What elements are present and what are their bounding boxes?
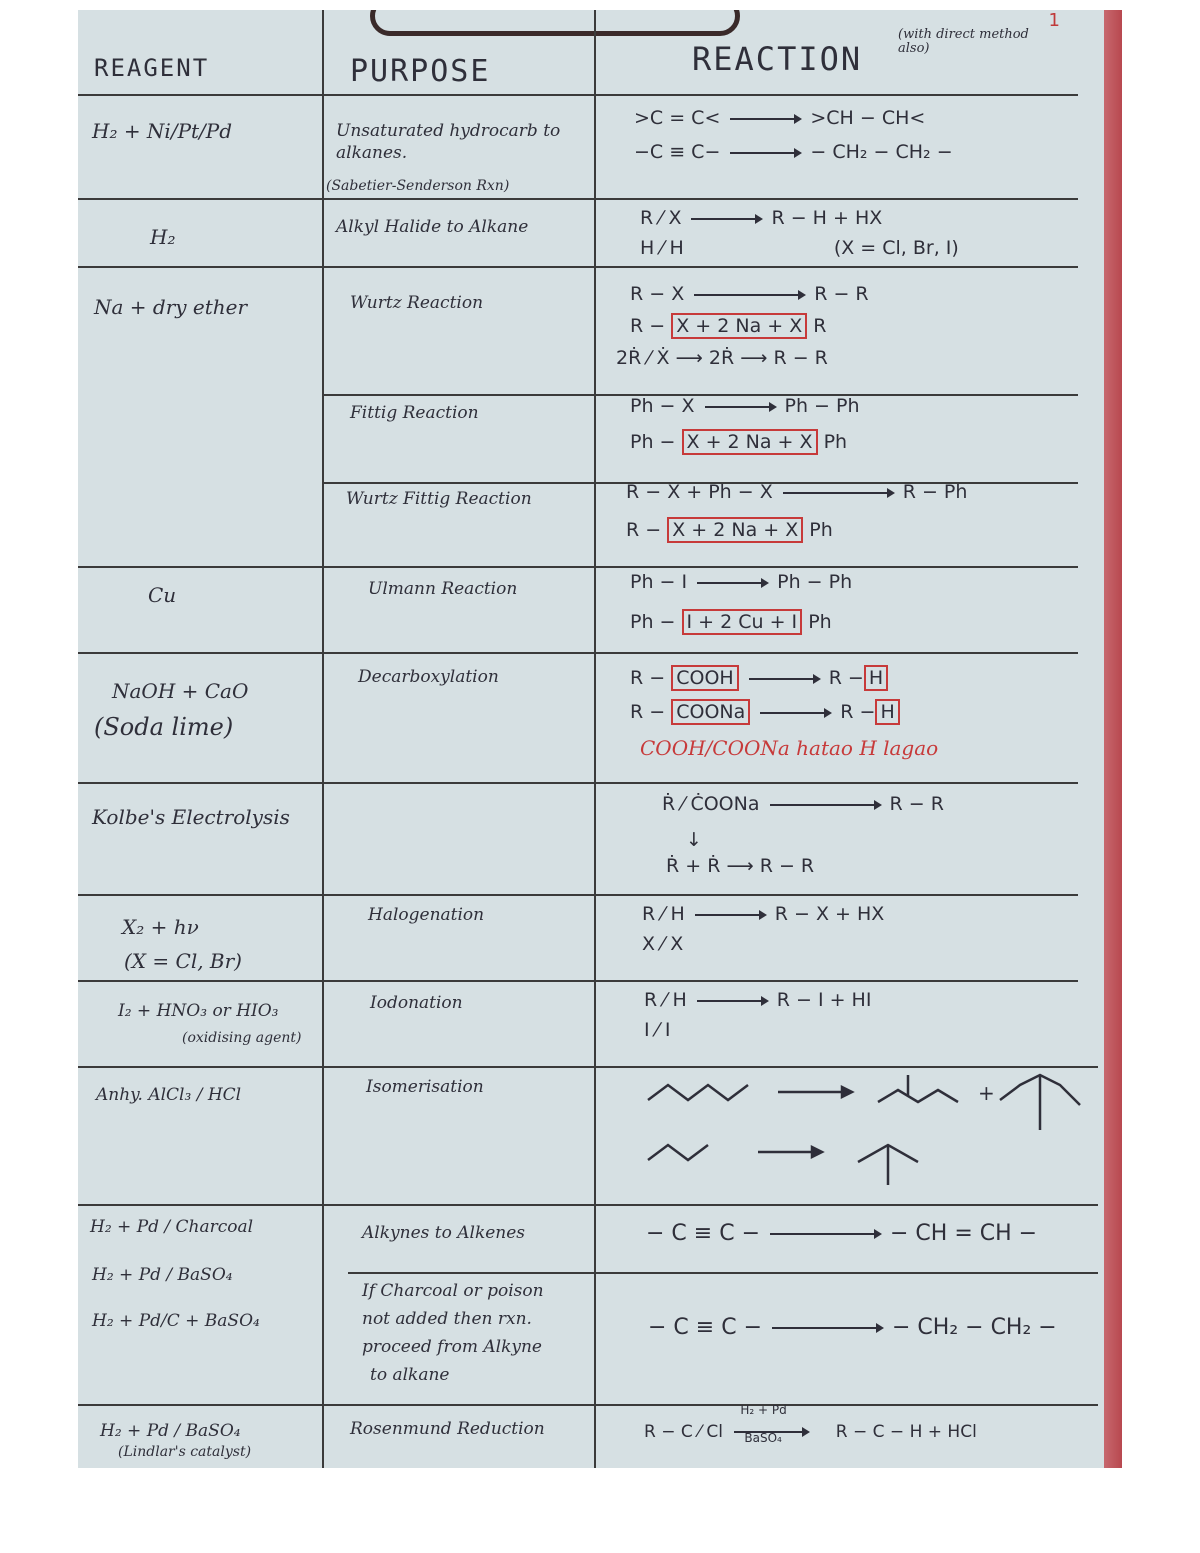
reaction-line <box>634 106 925 130</box>
row-divider <box>78 980 1078 982</box>
arrow-icon <box>749 678 819 680</box>
arrow-icon <box>695 914 765 916</box>
page-edge <box>1104 10 1122 1468</box>
purpose-line: not added then rxn. <box>362 1309 532 1329</box>
row-divider <box>78 94 1078 96</box>
product: − CH₂ − CH₂ − <box>810 141 953 163</box>
reactant: R − X <box>630 283 685 305</box>
reactant: R − C ⁄ Cl <box>644 1422 723 1442</box>
reactant: −C ≡ C− <box>634 141 721 163</box>
reagent-cell: Cu <box>148 583 177 607</box>
header-reaction: REACTION <box>692 40 863 78</box>
cancel-box: I + 2 Cu + I <box>682 609 803 635</box>
arrow-icon <box>730 152 800 154</box>
purpose-line: to alkane <box>370 1365 450 1385</box>
mnemonic-note: COOH/COONa hatao H lagao <box>640 736 939 760</box>
reactant: R ⁄ H <box>644 989 687 1011</box>
product: R − R <box>889 793 944 815</box>
reagent-cell: (oxidising agent) <box>182 1030 302 1046</box>
product: R − R <box>814 283 869 305</box>
cancel-box: X + 2 Na + X <box>671 313 807 339</box>
reaction-line <box>626 480 967 504</box>
header-purpose: PURPOSE <box>350 54 491 89</box>
cancel-box: H <box>864 665 888 691</box>
purpose-cell: Halogenation <box>368 905 485 925</box>
reaction-line: Ṙ + Ṙ ⟶ R − R <box>666 855 815 877</box>
purpose-cell: Alkyl Halide to Alkane <box>336 217 529 237</box>
row-divider <box>78 782 1078 784</box>
reaction-line <box>644 1403 977 1445</box>
reaction-line <box>646 1222 1037 1246</box>
reactant: H ⁄ H <box>640 237 684 259</box>
purpose-note: (Sabetier-Senderson Rxn) <box>326 178 510 194</box>
page-number: 1 <box>1048 10 1060 31</box>
purpose-cell: Ulmann Reaction <box>368 579 518 599</box>
column-divider <box>594 10 596 1468</box>
reaction-line <box>644 988 871 1012</box>
reagent-cell: X₂ + hν <box>122 915 199 939</box>
reaction-line: R − COONa R − H <box>630 700 900 724</box>
arrow-icon <box>697 1000 767 1002</box>
row-divider <box>78 1404 1098 1406</box>
down-arrow-icon: ↓ <box>686 829 702 851</box>
row-divider <box>348 1272 1098 1274</box>
reaction-line: Ph − X + 2 Na + X Ph <box>630 431 848 453</box>
product: − CH₂ − CH₂ − <box>892 1315 1057 1340</box>
reactant: − C ≡ C − <box>646 1221 760 1246</box>
binder-clip <box>370 10 740 36</box>
reagent-cell: H₂ <box>150 225 176 249</box>
column-divider <box>322 10 324 1468</box>
reaction-line <box>634 140 953 164</box>
reactant: Ṙ ⁄ ĊOONa <box>662 793 760 815</box>
reactant: Ph − I <box>630 571 688 593</box>
arrow-icon <box>772 1327 882 1329</box>
reaction-line <box>630 282 869 306</box>
row-divider <box>78 198 1078 200</box>
purpose-cell: Wurtz Reaction <box>350 293 484 313</box>
n-butane-chain <box>648 1145 708 1160</box>
reactant: R ⁄ X <box>640 207 682 229</box>
row-divider <box>78 894 1078 896</box>
purpose-cell: Alkynes to Alkenes <box>362 1223 526 1243</box>
arrow-icon <box>694 294 804 296</box>
row-divider <box>78 1066 1098 1068</box>
product: R − H + HX <box>771 207 883 229</box>
reaction-line <box>640 206 882 230</box>
reaction-line: R − COOH R − H <box>630 666 888 690</box>
reagent-cell: (X = Cl, Br) <box>124 949 242 973</box>
reagent-cell: Anhy. AlCl₃ / HCl <box>96 1085 242 1105</box>
purpose-cell: Fittig Reaction <box>350 403 479 423</box>
plus-sign: + <box>978 1081 995 1105</box>
cancel-box: X + 2 Na + X <box>682 429 818 455</box>
purpose-cell: Wurtz Fittig Reaction <box>346 489 532 509</box>
purpose-line: proceed from Alkyne <box>362 1337 542 1357</box>
isomerisation-skeletal-structures <box>638 1070 1088 1200</box>
reactant: − C ≡ C − <box>648 1315 762 1340</box>
arrow-icon <box>697 582 767 584</box>
product: >CH − CH< <box>810 107 926 129</box>
purpose-cell: Isomerisation <box>366 1077 484 1097</box>
purpose-cell: Decarboxylation <box>358 667 499 687</box>
row-divider <box>78 566 1078 568</box>
row-divider <box>78 266 1078 268</box>
reagent-cell: (Soda lime) <box>94 713 234 741</box>
reaction-condition: H₂ + Pd BaSO₄ <box>734 1420 824 1444</box>
reactant: Ph − X <box>630 395 695 417</box>
reagent-cell: H₂ + Pd / BaSO₄ <box>92 1265 233 1285</box>
reactant: >C = C< <box>634 107 721 129</box>
arrow-icon <box>730 118 800 120</box>
reactant: R ⁄ H <box>642 903 685 925</box>
notebook-page <box>78 10 1122 1468</box>
reagent-cell: H₂ + Ni/Pt/Pd <box>92 119 233 143</box>
n-pentane-chain <box>648 1085 748 1100</box>
reaction-line: I ⁄ I <box>644 1019 671 1041</box>
row-divider <box>78 652 1078 654</box>
row-divider <box>78 1204 1098 1206</box>
product: R − C − H + HCl <box>835 1422 977 1442</box>
reaction-line <box>630 394 860 418</box>
reagent-cell: I₂ + HNO₃ or HIO₃ <box>118 1001 279 1021</box>
reagent-cell: (Lindlar's catalyst) <box>118 1444 252 1460</box>
reagent-cell: H₂ + Pd / Charcoal <box>90 1217 254 1237</box>
arrow-icon <box>783 492 893 494</box>
arrow-icon <box>770 804 880 806</box>
reagent-cell: NaOH + CaO <box>112 679 249 703</box>
cancel-box: COOH <box>671 665 738 691</box>
cancel-box: H <box>875 699 899 725</box>
reagent-cell: Kolbe's Electrolysis <box>92 805 290 829</box>
cancel-box: X + 2 Na + X <box>667 517 803 543</box>
arrow-icon <box>770 1233 880 1235</box>
reagent-cell: H₂ + Pd / BaSO₄ <box>100 1421 241 1441</box>
reactant: R − X + Ph − X <box>626 481 773 503</box>
reaction-line <box>662 792 944 816</box>
reagent-cell: H₂ + Pd/C + BaSO₄ <box>92 1311 260 1331</box>
reaction-line: 2Ṙ ⁄ Ẋ ⟶ 2Ṙ ⟶ R − R <box>616 347 828 369</box>
product: Ph − Ph <box>777 571 853 593</box>
product: − CH = CH − <box>890 1221 1038 1246</box>
reaction-line: R − X + 2 Na + X R <box>630 315 827 337</box>
arrow-icon <box>705 406 775 408</box>
purpose-line: If Charcoal or poison <box>362 1281 544 1301</box>
purpose-cell: Unsaturated hydrocarb to alkanes. <box>336 121 561 163</box>
reaction-line: R − X + 2 Na + X Ph <box>626 519 833 541</box>
product: R − I + HI <box>776 989 872 1011</box>
reaction-line <box>648 1316 1057 1340</box>
note: (X = Cl, Br, I) <box>833 237 959 259</box>
reaction-line <box>630 570 852 594</box>
header-reagent: REAGENT <box>94 54 210 82</box>
product: Ph − Ph <box>784 395 860 417</box>
branched-isomer <box>878 1090 958 1102</box>
arrow-icon <box>691 218 761 220</box>
product: R − Ph <box>902 481 968 503</box>
reaction-line: X ⁄ X <box>642 933 684 955</box>
reaction-line: Ph − I + 2 Cu + I Ph <box>630 611 832 633</box>
reagent-cell: Na + dry ether <box>94 295 248 319</box>
reaction-line <box>640 236 959 260</box>
product: R − X + HX <box>774 903 885 925</box>
cancel-box: COONa <box>671 699 750 725</box>
purpose-cell: Iodonation <box>370 993 463 1013</box>
arrow-icon <box>760 712 830 714</box>
header-reaction-note: (with direct method also) <box>898 27 1029 56</box>
purpose-cell: Rosenmund Reduction <box>350 1419 545 1439</box>
reaction-line <box>642 902 884 926</box>
